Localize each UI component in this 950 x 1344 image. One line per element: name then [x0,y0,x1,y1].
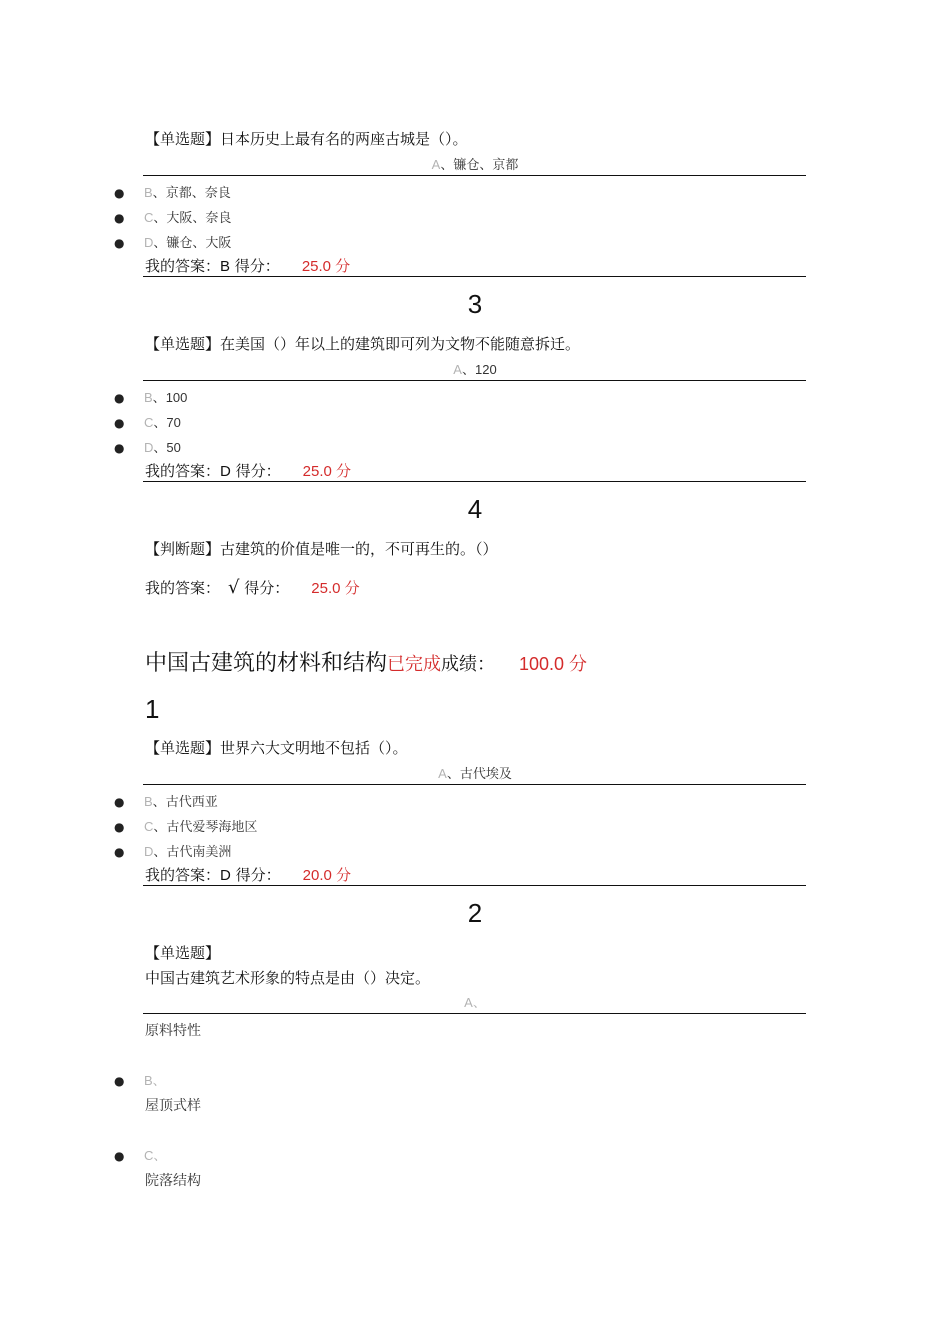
option-letter: A [431,157,441,172]
option-d: ● D、50 [114,440,181,456]
option-c: ● C、 [114,1148,167,1164]
option-text: 古代爱琴海地区 [166,820,258,835]
my-answer-row: 我的答案：D 得分： 25.0 分 [145,462,352,480]
bullet-icon: ● [114,441,125,455]
score: 25.0 分 [311,580,360,597]
option-text: 京都、奈良 [165,186,231,201]
bullet-icon: ● [114,845,125,859]
option-a: A、古代埃及 [438,766,512,782]
option-text: 屋顶式样 [145,1098,201,1114]
my-answer-row: 我的答案：D 得分： 20.0 分 [145,866,352,884]
question-number: 2 [467,898,483,928]
section-title: 中国古建筑的材料和结构已完成成绩： 100.0 分 [145,651,588,676]
score: 25.0 分 [301,258,351,275]
option-text: 院落结构 [145,1173,201,1189]
option-text: 古代西亚 [165,795,218,810]
option-b: ● B、100 [114,390,188,406]
option-a: A、镰仓、京都 [431,157,519,173]
question-number: 3 [467,289,483,319]
question-stem: 【单选题】日本历史上最有名的两座古城是（）。 [145,130,468,148]
divider [143,481,806,482]
bullet-icon: ● [114,795,125,809]
bullet-icon: ● [114,211,125,225]
divider [143,1013,806,1014]
option-text: 原料特性 [145,1023,201,1039]
status-badge: 已完成 [387,654,442,675]
option-text: 古代南美洲 [166,845,232,860]
my-answer: D [220,867,231,884]
option-text: 镰仓、大阪 [166,236,232,251]
divider [143,885,806,886]
check-icon: √ [228,577,240,598]
my-answer: B [220,258,231,275]
question-stem: 中国古建筑艺术形象的特点是由（）决定。 [145,969,431,987]
option-d: ● D、镰仓、大阪 [114,235,232,251]
bullet-icon: ● [114,391,125,405]
option-d: ● D、古代南美洲 [114,844,232,860]
option-c: ● C、古代爱琴海地区 [114,819,258,835]
question-stem: 【单选题】在美国（）年以上的建筑即可列为文物不能随意拆迁。 [145,335,581,353]
divider [143,175,806,176]
question-stem: 【判断题】古建筑的价值是唯一的，不可再生的。（） [145,540,498,558]
section-grade: 100.0 分 [519,654,588,674]
option-a: A、120 [453,362,497,378]
option-b: ● B、 [114,1073,166,1089]
option-c: ● C、70 [114,415,181,431]
my-answer-row: 我的答案： √ 得分： 25.0 分 [145,577,360,598]
option-text: 120 [474,362,497,377]
my-answer: D [220,463,231,480]
question-number: 1 [145,694,160,724]
my-answer-row: 我的答案：B 得分： 25.0 分 [145,257,351,275]
bullet-icon: ● [114,416,125,430]
divider [143,380,806,381]
bullet-icon: ● [114,820,125,834]
option-c: ● C、大阪、奈良 [114,210,232,226]
divider [143,784,806,785]
option-text: 70 [166,415,181,430]
option-text: 50 [166,440,181,455]
option-text: 大阪、奈良 [166,211,232,226]
bullet-icon: ● [114,1074,125,1088]
option-text: 100 [165,390,188,405]
question-number: 4 [467,494,483,524]
bullet-icon: ● [114,1149,125,1163]
bullet-icon: ● [114,186,125,200]
score: 25.0 分 [302,463,352,480]
bullet-icon: ● [114,236,125,250]
divider [143,276,806,277]
option-text: 古代埃及 [459,767,512,782]
option-b: ● B、古代西亚 [114,794,218,810]
question-stem: 【单选题】世界六大文明地不包括（）。 [145,739,408,757]
score: 20.0 分 [302,867,352,884]
option-b: ● B、京都、奈良 [114,185,231,201]
option-a: A、 [464,995,486,1011]
option-text: 镰仓、京都 [453,158,519,173]
question-type: 【单选题】 [145,944,221,962]
